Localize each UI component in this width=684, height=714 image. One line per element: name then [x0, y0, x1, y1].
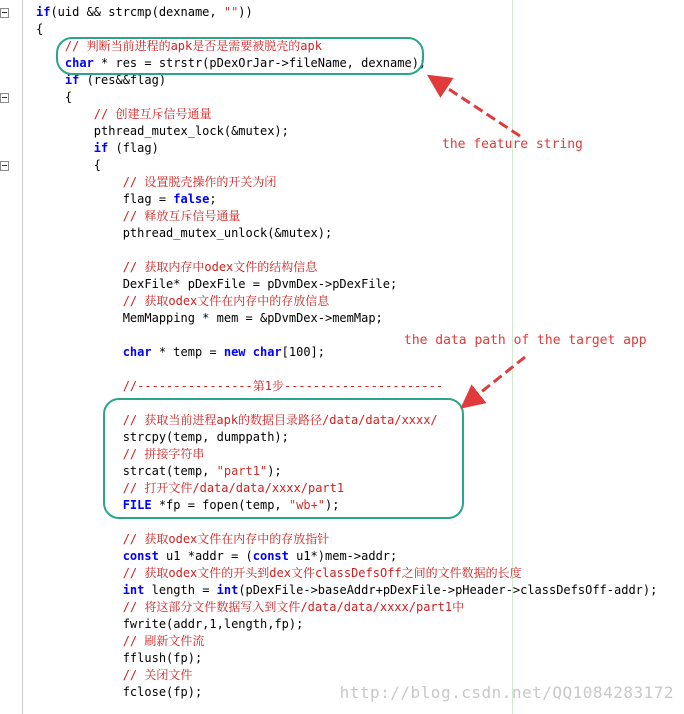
- code-token: flag =: [36, 192, 174, 206]
- comment-token: // 创建互斥信号通量: [93, 107, 212, 121]
- code-token: ;: [209, 192, 217, 206]
- code-token: pthread_mutex_lock(&mutex);: [36, 124, 289, 138]
- string-token: "": [223, 5, 239, 19]
- code-token: *fp = fopen(temp,: [151, 498, 289, 512]
- code-token: );: [325, 498, 340, 512]
- keyword-token: char: [122, 345, 152, 359]
- data-path-annotation: the data path of the target app: [404, 333, 647, 348]
- comment-token: // 刷新文件流: [122, 634, 205, 648]
- code-token: fwrite(addr,1,length,fp);: [36, 617, 304, 631]
- code-token: fclose(fp);: [36, 685, 203, 699]
- code-token: {: [36, 158, 102, 172]
- comment-token: // 获取odex文件在内存中的存放指针: [122, 532, 330, 546]
- comment-token: //----------------第1步----------------------: [122, 379, 443, 393]
- keyword-token: char: [64, 56, 94, 70]
- keyword-token: if: [64, 73, 80, 87]
- code-token: )): [238, 5, 253, 19]
- code-token: MemMapping * mem = &pDvmDex->memMap;: [36, 311, 383, 325]
- code-token: * temp =: [151, 345, 224, 359]
- code-token: {: [36, 22, 44, 36]
- keyword-token: int: [122, 583, 145, 597]
- comment-token: // 获取odex文件的开头到dex文件classDefsOff之间的文件数据的长度: [122, 566, 522, 580]
- comment-token: // 判断当前进程的apk是否是需要被脱壳的apk: [64, 39, 322, 53]
- code-token: u1*)mem->addr;: [288, 549, 398, 563]
- arrow-to-feature-string: [432, 78, 520, 136]
- code-token: length =: [144, 583, 217, 597]
- keyword-token: false: [173, 192, 210, 206]
- arrow-to-data-path: [465, 357, 525, 405]
- comment-token: // 打开文件/data/data/xxxx/part1: [122, 481, 345, 495]
- string-token: "part1": [216, 464, 268, 478]
- code-token: pthread_mutex_unlock(&mutex);: [36, 226, 333, 240]
- comment-token: // 设置脱壳操作的开关为闭: [122, 175, 277, 189]
- keyword-token: new char: [223, 345, 282, 359]
- code-token: );: [267, 464, 282, 478]
- code-token: fflush(fp);: [36, 651, 203, 665]
- code-token: strcpy(temp, dumppath);: [36, 430, 289, 444]
- keyword-token: FILE: [122, 498, 152, 512]
- code-token: {: [36, 90, 73, 104]
- code-token: (res&&flag): [79, 73, 167, 87]
- code-token: u1 *addr = (: [158, 549, 253, 563]
- comment-token: // 拼接字符串: [122, 447, 205, 461]
- keyword-token: const: [122, 549, 159, 563]
- comment-token: // 释放互斥信号通量: [122, 209, 241, 223]
- code-token: (uid && strcmp(dexname,: [50, 5, 224, 19]
- code-token: DexFile* pDexFile = pDvmDex->pDexFile;: [36, 277, 398, 291]
- comment-token: // 获取内存中odex文件的结构信息: [122, 260, 318, 274]
- string-token: "wb+": [288, 498, 326, 512]
- feature-string-annotation: the feature string: [442, 137, 583, 152]
- comment-token: // 获取odex文件在内存中的存放信息: [122, 294, 330, 308]
- keyword-token: if: [36, 5, 51, 19]
- code-token: (flag): [108, 141, 159, 155]
- comment-token: // 将这部分文件数据写入到文件/data/data/xxxx/part1中: [122, 600, 465, 614]
- comment-token: // 获取当前进程apk的数据目录路径/data/data/xxxx/: [122, 413, 438, 427]
- code-token: [100];: [281, 345, 326, 359]
- code-token: (pDexFile->baseAddr+pDexFile->pHeader->classDefsOff-addr);: [238, 583, 658, 597]
- keyword-token: int: [216, 583, 239, 597]
- keyword-token: const: [252, 549, 289, 563]
- watermark: http://blog.csdn.net/QQ1084283172: [339, 683, 674, 702]
- code-token: strcat(temp,: [36, 464, 217, 478]
- comment-token: // 关闭文件: [122, 668, 193, 682]
- keyword-token: if: [93, 141, 109, 155]
- code-token: * res = strstr(pDexOrJar->fileName, dexname);: [93, 56, 427, 70]
